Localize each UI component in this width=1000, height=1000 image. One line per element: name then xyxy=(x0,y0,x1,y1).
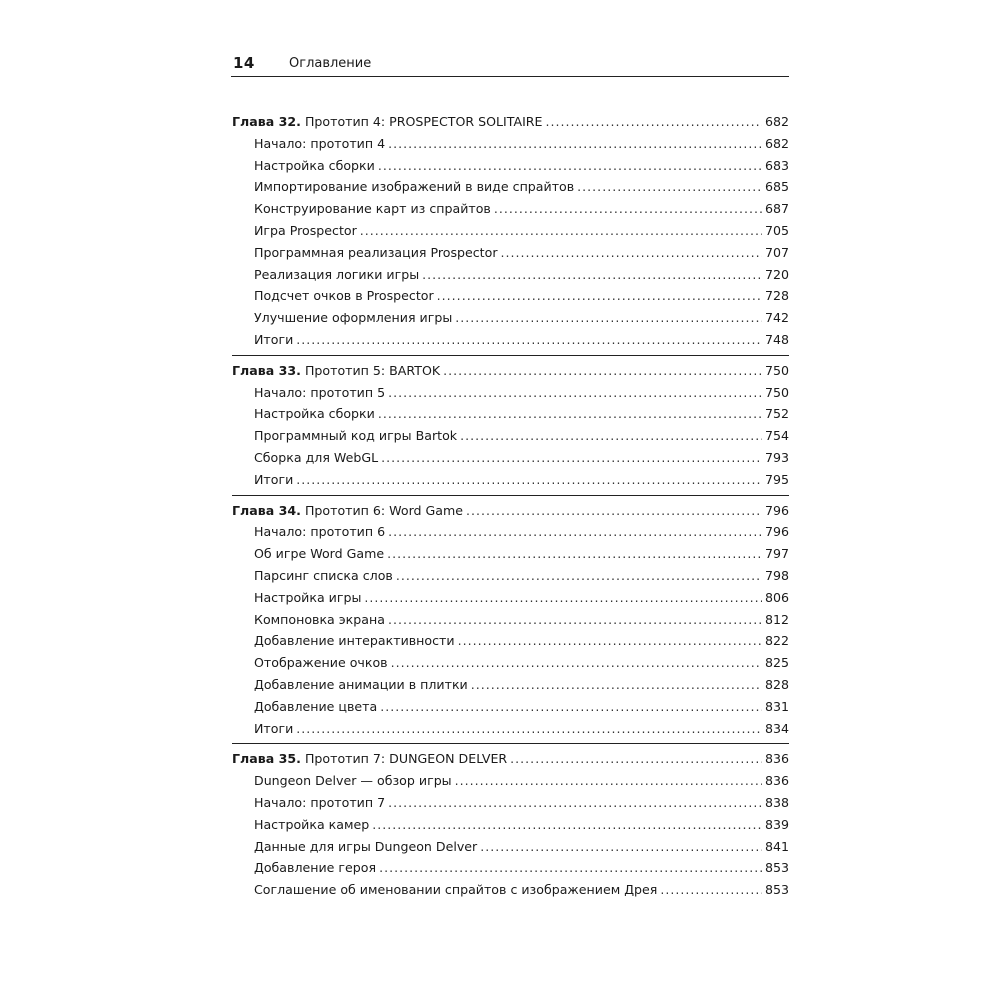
section-title: Добавление анимации в плитки xyxy=(254,676,468,692)
chapter-title: Прототип 4: PROSPECTOR SOLITAIRE xyxy=(304,114,543,129)
section-page: 796 xyxy=(764,524,789,540)
toc-chapter xyxy=(232,360,789,496)
section-page: 834 xyxy=(764,720,789,736)
dot-leader xyxy=(364,587,762,609)
section-page: 853 xyxy=(764,860,789,876)
chapter-entry[interactable] xyxy=(232,748,789,770)
section-page: 831 xyxy=(764,698,789,714)
section-page: 705 xyxy=(764,222,789,238)
dot-leader xyxy=(388,382,762,404)
section-page: 822 xyxy=(764,633,789,649)
toc-chapter xyxy=(232,500,789,745)
dot-leader xyxy=(660,879,762,901)
section-entry[interactable] xyxy=(232,155,789,177)
section-title: Добавление героя xyxy=(254,860,377,876)
chapter-label: Глава 32. xyxy=(232,114,301,129)
section-entry[interactable] xyxy=(232,329,789,351)
chapter-entry[interactable] xyxy=(232,500,789,522)
chapter-entry[interactable] xyxy=(232,111,789,133)
section-title: Dungeon Delver — обзор игры xyxy=(254,773,452,789)
dot-leader xyxy=(380,696,762,718)
section-entry[interactable] xyxy=(232,176,789,198)
section-page: 720 xyxy=(764,266,789,282)
section-entry[interactable] xyxy=(232,609,789,631)
section-entry[interactable] xyxy=(232,674,789,696)
dot-leader xyxy=(422,264,762,286)
section-title: Настройка сборки xyxy=(254,157,375,173)
section-title: Отображение очков xyxy=(254,655,388,671)
section-page: 853 xyxy=(764,882,789,898)
section-page: 752 xyxy=(764,406,789,422)
chapter-label: Глава 34. xyxy=(232,502,301,518)
section-title: Программный код игры Bartok xyxy=(254,428,458,444)
section-page: 682 xyxy=(764,135,789,151)
chapter-heading xyxy=(232,748,507,770)
section-entry[interactable] xyxy=(232,198,789,220)
section-page: 793 xyxy=(764,449,789,465)
chapter-heading xyxy=(232,111,543,133)
chapter-page: 682 xyxy=(764,114,789,129)
section-entry[interactable] xyxy=(232,836,789,858)
section-title: Добавление интерактивности xyxy=(254,633,455,649)
dot-leader xyxy=(501,242,762,264)
section-page: 838 xyxy=(764,794,789,810)
section-page: 728 xyxy=(764,288,789,304)
section-page: 825 xyxy=(764,655,789,671)
dot-leader xyxy=(494,198,762,220)
dot-leader xyxy=(388,133,762,155)
section-page: 748 xyxy=(764,331,789,347)
chapter-page: 750 xyxy=(764,362,789,378)
section-title: Программная реализация Prospector xyxy=(254,244,498,260)
chapter-heading xyxy=(232,360,440,382)
section-entry[interactable] xyxy=(232,521,789,543)
dot-leader xyxy=(360,220,762,242)
section-page: 707 xyxy=(764,244,789,260)
section-page: 754 xyxy=(764,428,789,444)
dot-leader xyxy=(391,652,762,674)
section-entry[interactable] xyxy=(232,630,789,652)
section-entry[interactable] xyxy=(232,652,789,674)
dot-leader xyxy=(458,630,762,652)
section-page: 742 xyxy=(764,310,789,326)
chapter-entry[interactable] xyxy=(232,360,789,382)
section-entry[interactable] xyxy=(232,770,789,792)
section-page: 812 xyxy=(764,611,789,627)
section-page: 750 xyxy=(764,384,789,400)
section-title: Итоги xyxy=(254,471,294,487)
running-header xyxy=(231,52,789,77)
chapter-label: Глава 35. xyxy=(232,751,301,767)
section-title: Итоги xyxy=(254,720,294,736)
chapter-title: Прототип 6: Word Game xyxy=(304,502,464,518)
dot-leader xyxy=(460,425,762,447)
section-title: Соглашение об именовании спрайтов с изображением Дрея xyxy=(254,882,658,898)
section-entry[interactable] xyxy=(232,133,789,155)
dot-leader xyxy=(388,521,762,543)
section-entry[interactable] xyxy=(232,264,789,286)
dot-leader xyxy=(466,500,762,522)
section-entry[interactable] xyxy=(232,403,789,425)
section-title: Начало: прототип 4 xyxy=(254,135,386,151)
section-page: 797 xyxy=(764,546,789,562)
dot-leader xyxy=(510,748,762,770)
dot-leader xyxy=(455,307,762,329)
section-entry[interactable] xyxy=(232,307,789,329)
section-entry[interactable] xyxy=(232,565,789,587)
section-entry[interactable] xyxy=(232,469,789,491)
chapter-label: Глава 33. xyxy=(232,362,301,378)
dot-leader xyxy=(546,111,762,133)
dot-leader xyxy=(296,469,762,491)
section-title: Начало: прототип 5 xyxy=(254,384,386,400)
section-title: Парсинг списка слов xyxy=(254,567,393,583)
section-title: Данные для игры Dungeon Delver xyxy=(254,838,478,854)
section-title: Настройка сборки xyxy=(254,406,375,422)
section-title: Об игре Word Game xyxy=(254,546,385,562)
section-entry[interactable] xyxy=(232,220,789,242)
section-entry[interactable] xyxy=(232,285,789,307)
dot-leader xyxy=(378,403,762,425)
dot-leader xyxy=(388,609,762,631)
chapter-page: 836 xyxy=(764,751,789,767)
section-title: Настройка камер xyxy=(254,816,370,832)
dot-leader xyxy=(443,360,762,382)
section-entry[interactable] xyxy=(232,242,789,264)
section-page: 685 xyxy=(764,179,789,195)
chapter-title: Прототип 5: BARTOK xyxy=(304,362,441,378)
dot-leader xyxy=(388,792,762,814)
chapter-title: Прототип 7: DUNGEON DELVER xyxy=(304,751,508,767)
section-entry[interactable] xyxy=(232,447,789,469)
dot-leader xyxy=(480,836,762,858)
section-title: Конструирование карт из спрайтов xyxy=(254,201,491,217)
section-page: 839 xyxy=(764,816,789,832)
dot-leader xyxy=(471,674,762,696)
section-title: Улучшение оформления игры xyxy=(254,310,453,326)
section-page: 798 xyxy=(764,567,789,583)
section-entry[interactable] xyxy=(232,382,789,404)
section-entry[interactable] xyxy=(232,857,789,879)
dot-leader xyxy=(455,770,762,792)
section-title: Начало: прототип 7 xyxy=(254,794,386,810)
running-title: Оглавление xyxy=(289,56,372,71)
dot-leader xyxy=(396,565,762,587)
chapter-page: 796 xyxy=(764,502,789,518)
section-title: Импортирование изображений в виде спрайтов xyxy=(254,179,575,195)
section-title: Итоги xyxy=(254,331,294,347)
section-entry[interactable] xyxy=(232,425,789,447)
dot-leader xyxy=(437,285,762,307)
section-page: 683 xyxy=(764,157,789,173)
dot-leader xyxy=(372,814,762,836)
dot-leader xyxy=(381,447,762,469)
section-page: 836 xyxy=(764,773,789,789)
dot-leader xyxy=(577,176,762,198)
section-title: Начало: прототип 6 xyxy=(254,524,386,540)
section-title: Подсчет очков в Prospector xyxy=(254,288,434,304)
section-entry[interactable] xyxy=(232,696,789,718)
chapter-heading xyxy=(232,500,463,522)
dot-leader xyxy=(379,857,762,879)
page-number: 14 xyxy=(233,54,255,72)
section-entry[interactable] xyxy=(232,587,789,609)
section-entry[interactable] xyxy=(232,879,789,901)
section-entry[interactable] xyxy=(232,792,789,814)
dot-leader xyxy=(296,329,762,351)
dot-leader xyxy=(387,543,762,565)
section-page: 828 xyxy=(764,676,789,692)
section-page: 806 xyxy=(764,589,789,605)
section-title: Добавление цвета xyxy=(254,698,378,714)
section-title: Настройка игры xyxy=(254,589,362,605)
table-of-contents xyxy=(232,111,789,909)
section-page: 795 xyxy=(764,471,789,487)
section-entry[interactable] xyxy=(232,814,789,836)
section-entry[interactable] xyxy=(232,718,789,740)
section-entry[interactable] xyxy=(232,543,789,565)
section-title: Сборка для WebGL xyxy=(254,449,379,465)
toc-chapter xyxy=(232,111,789,356)
section-title: Реализация логики игры xyxy=(254,266,420,282)
section-page: 687 xyxy=(764,201,789,217)
section-title: Компоновка экрана xyxy=(254,611,385,627)
section-title: Игра Prospector xyxy=(254,222,357,238)
dot-leader xyxy=(296,718,762,740)
section-page: 841 xyxy=(764,838,789,854)
toc-chapter xyxy=(232,748,789,905)
dot-leader xyxy=(378,155,762,177)
